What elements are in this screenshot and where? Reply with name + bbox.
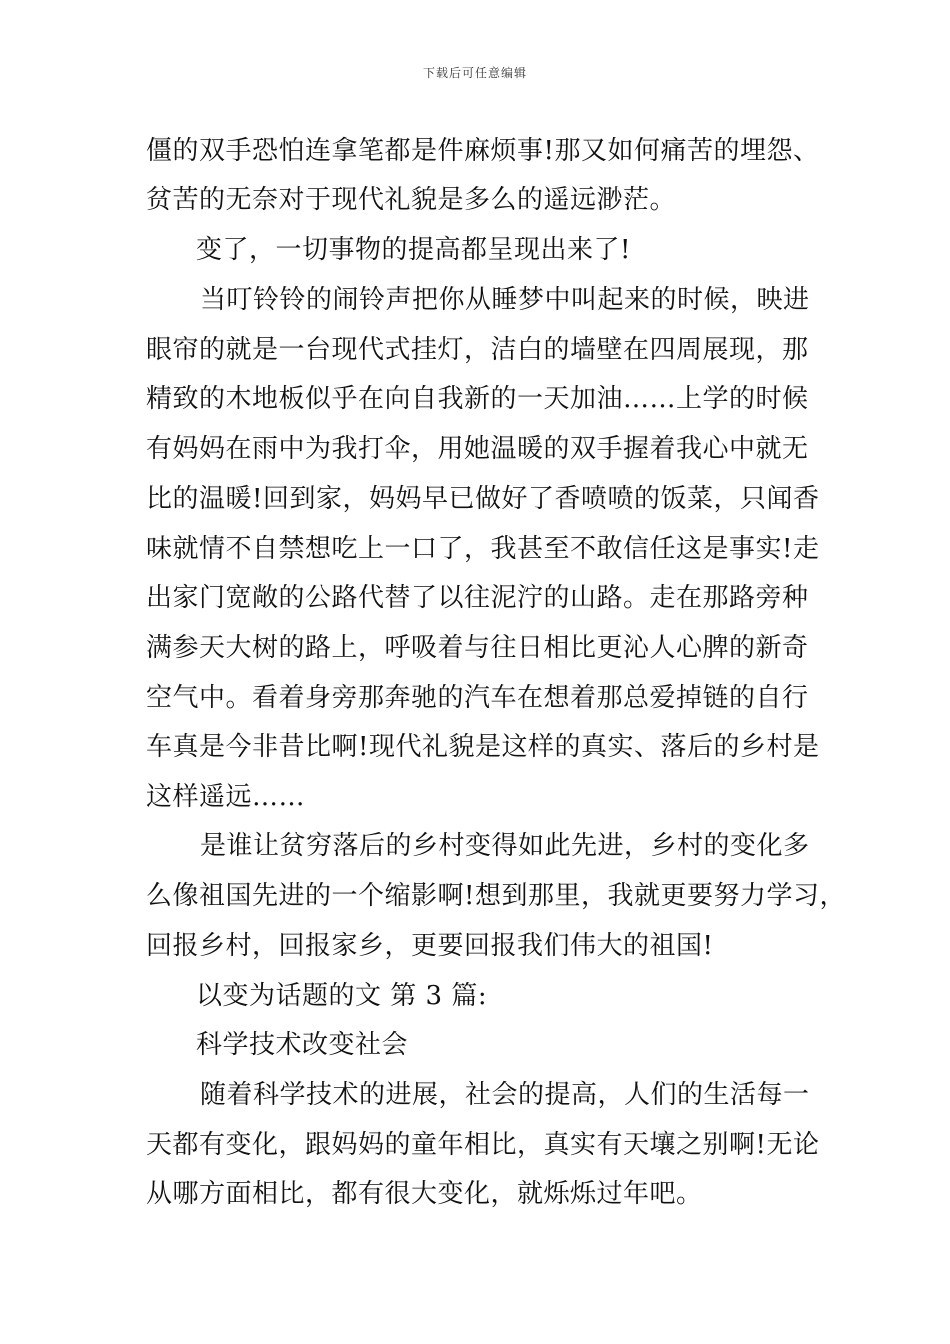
- text-line: 空气中。看着身旁那奔驰的汽车在想着那总爱掉链的自行: [146, 683, 809, 713]
- text-line: 贫苦的无奈对于现代礼貌是多么的遥远渺茫。: [146, 185, 677, 215]
- text-line: 天都有变化，跟妈妈的童年相比，真实有天壤之别啊!无论: [146, 1130, 820, 1160]
- text-line: 僵的双手恐怕连拿笔都是件麻烦事!那又如何痛苦的埋怨、: [146, 136, 820, 166]
- text-line: 车真是今非昔比啊!现代礼貌是这样的真实、落后的乡村是: [146, 732, 820, 762]
- text-line: 当叮铃铃的闹铃声把你从睡梦中叫起来的时候，映进: [200, 285, 810, 315]
- text-line: 出家门宽敞的公路代替了以往泥泞的山路。走在那路旁种: [146, 583, 809, 613]
- article-title: 科学技术改变社会: [196, 1030, 409, 1060]
- text-line: 是谁让贫穷落后的乡村变得如此先进，乡村的变化多: [200, 831, 810, 861]
- text-line: 比的温暖!回到家，妈妈早已做好了香喷喷的饭菜，只闻香: [146, 484, 820, 514]
- text-line: 这样遥远……: [146, 782, 306, 812]
- text-line: 随着科学技术的进展，社会的提高，人们的生活每一: [200, 1080, 810, 1110]
- text-line: 从哪方面相比，都有很大变化，就烁烁过年吧。: [146, 1179, 703, 1209]
- page-header: 下载后可任意编辑: [422, 66, 527, 80]
- text-line: 眼帘的就是一台现代式挂灯，洁白的墙壁在四周展现，那: [146, 335, 809, 365]
- text-line: 精致的木地板似乎在向自我新的一天加油……上学的时候: [146, 384, 809, 414]
- section-heading: 以变为话题的文 第 3 篇:: [196, 981, 488, 1011]
- text-line: 满参天大树的路上，呼吸着与往日相比更沁人心脾的新奇: [146, 633, 809, 663]
- text-line: 有妈妈在雨中为我打伞，用她温暖的双手握着我心中就无: [146, 434, 809, 464]
- text-line: 变了，一切事物的提高都呈现出来了!: [196, 235, 631, 265]
- text-line: 么像祖国先进的一个缩影啊!想到那里，我就更要努力学习，: [146, 881, 846, 911]
- text-line: 味就情不自禁想吃上一口了，我甚至不敢信任这是事实!走: [146, 534, 820, 564]
- text-line: 回报乡村，回报家乡，更要回报我们伟大的祖国!: [146, 931, 714, 961]
